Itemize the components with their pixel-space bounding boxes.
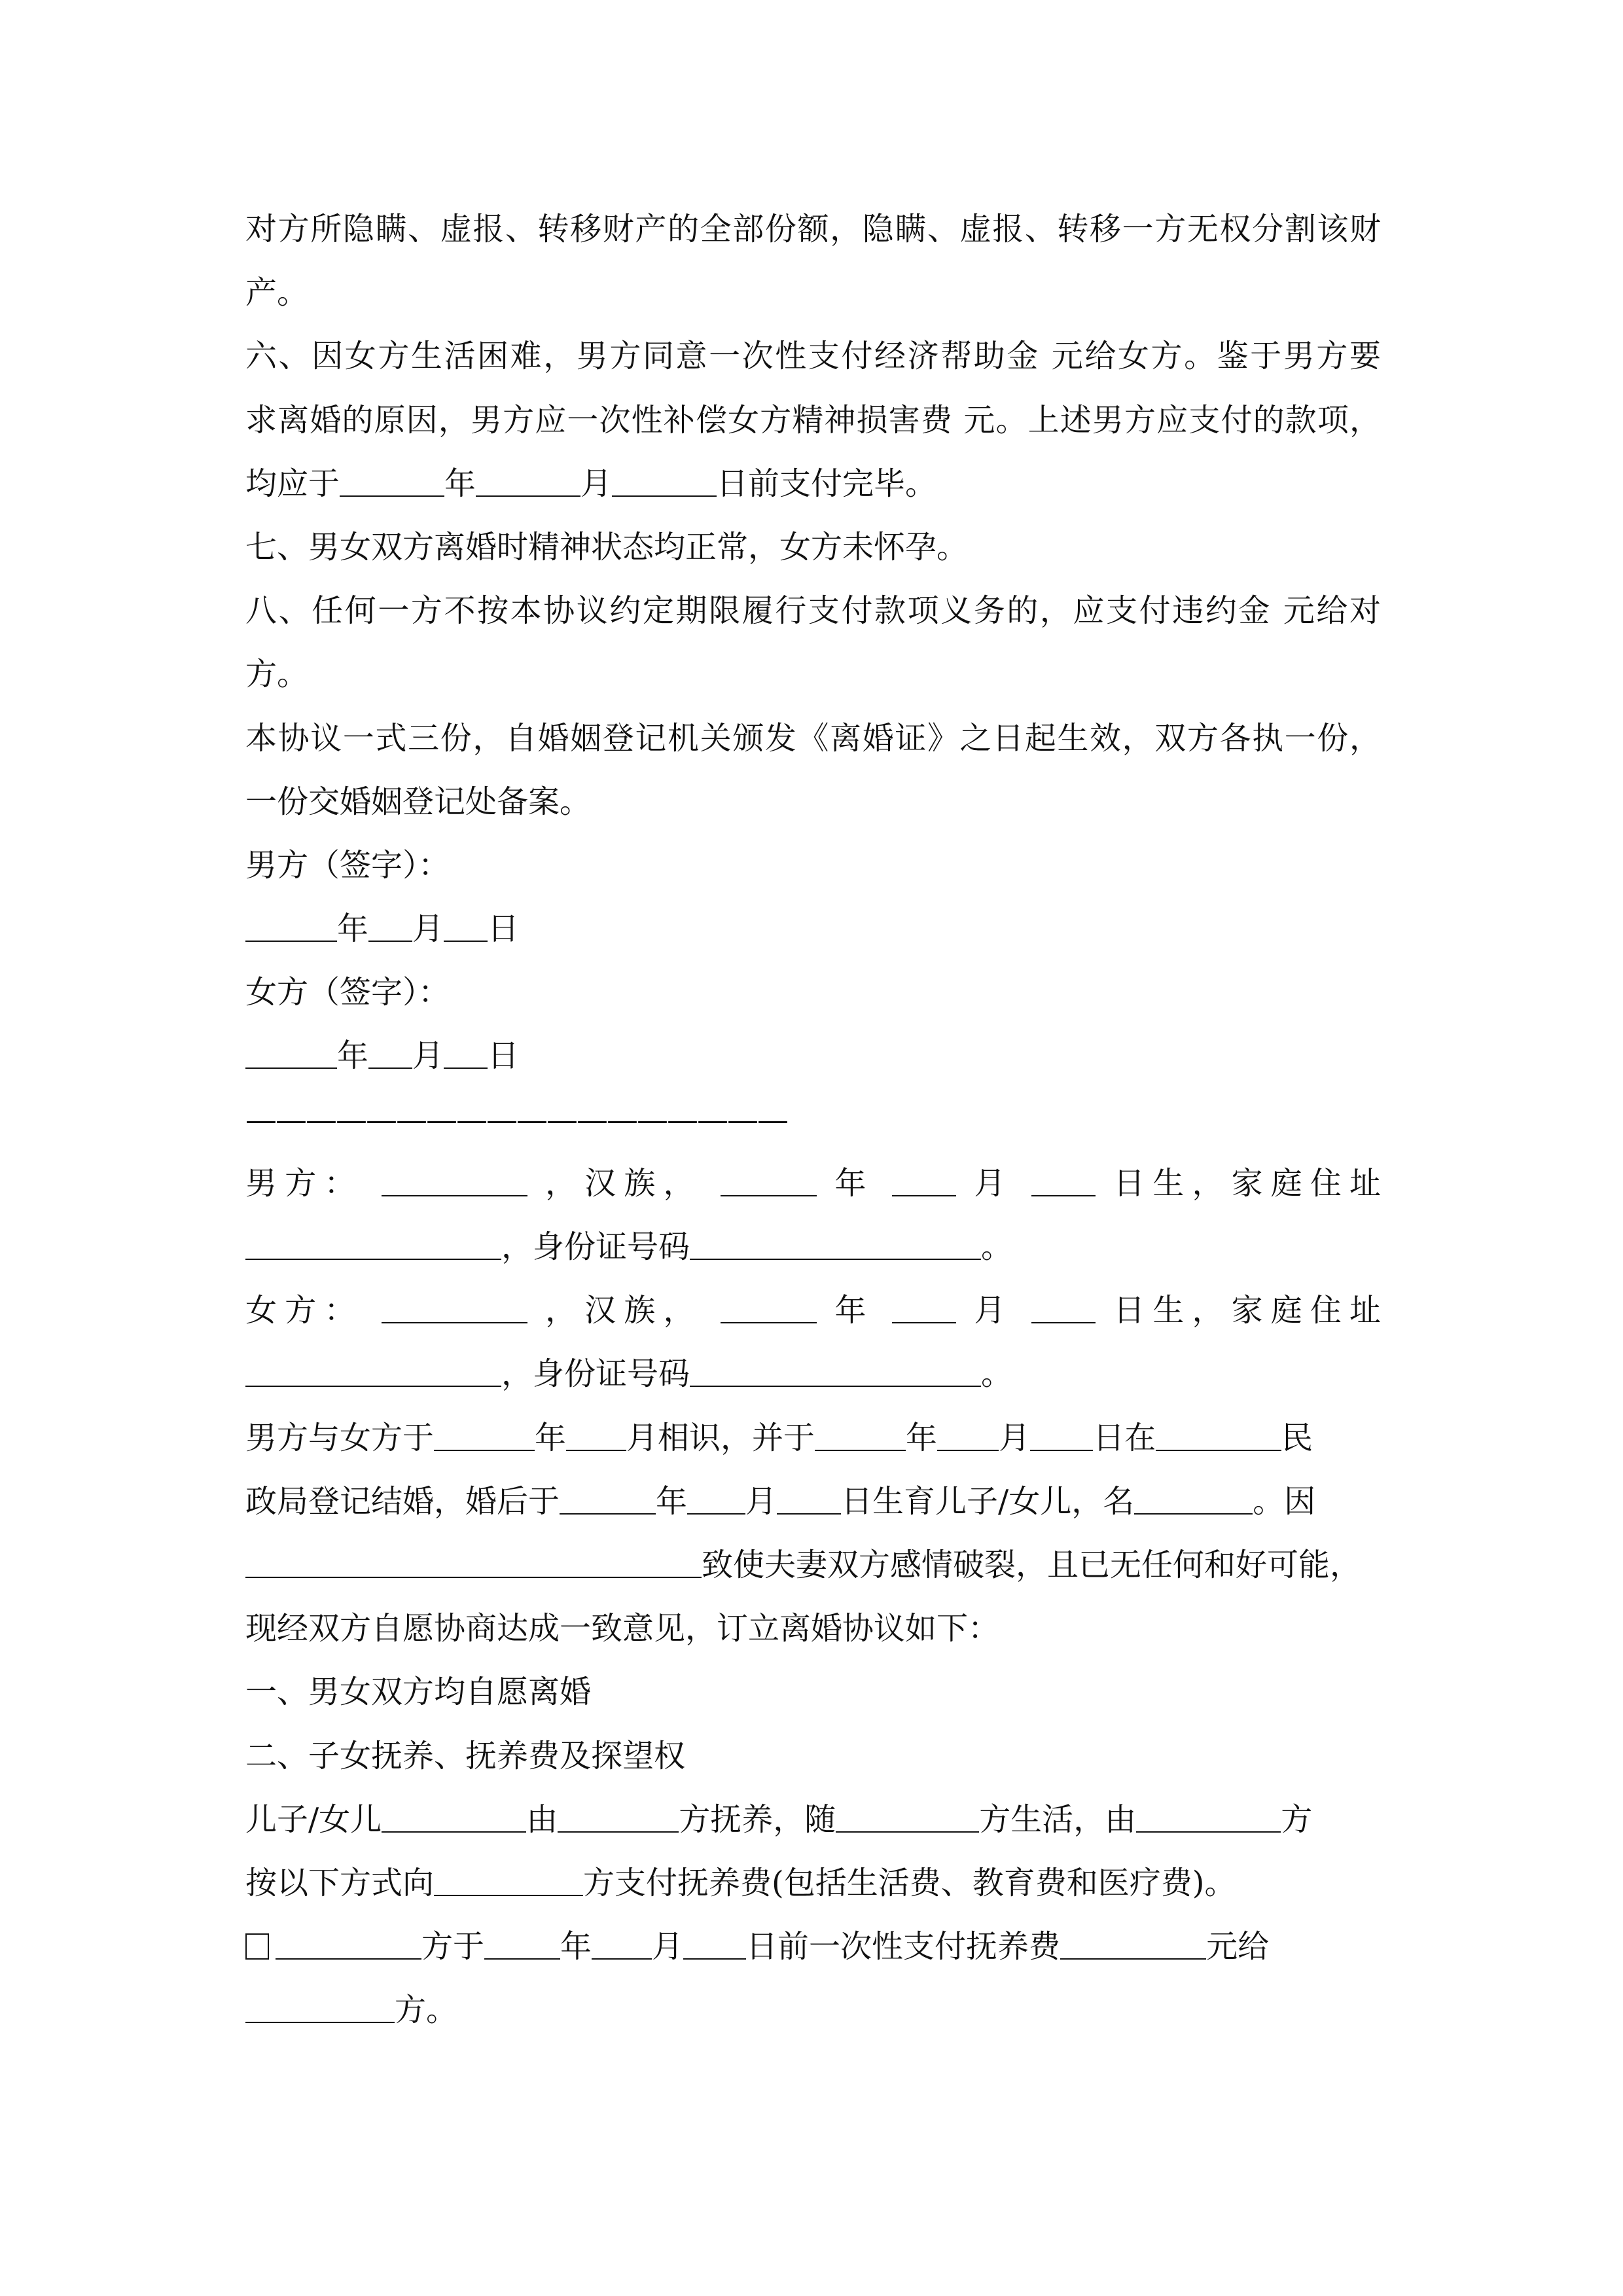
reason-line bbox=[245, 1534, 1381, 1597]
female-signature-date bbox=[245, 1024, 1381, 1088]
amount-blank[interactable] bbox=[1060, 1932, 1206, 1960]
year-blank[interactable] bbox=[245, 914, 337, 942]
text: 方。 bbox=[395, 1992, 458, 2029]
text: 均应于 bbox=[245, 465, 340, 502]
child-name-blank[interactable] bbox=[1134, 1487, 1253, 1515]
day-blank[interactable] bbox=[777, 1487, 841, 1515]
text: 日 bbox=[488, 910, 520, 948]
divider: —————————————————— bbox=[245, 1101, 787, 1138]
text: 日前一次性支付抚养费 bbox=[746, 1928, 1061, 1965]
text: 由 bbox=[526, 1801, 558, 1838]
day-blank[interactable] bbox=[683, 1932, 746, 1960]
support-payment-line bbox=[245, 1852, 1381, 1915]
text: 。 bbox=[981, 1355, 1013, 1393]
text: 儿子/女儿 bbox=[245, 1801, 382, 1838]
party-blank[interactable] bbox=[558, 1805, 679, 1833]
female-id-line bbox=[245, 1342, 1381, 1406]
text: 年 bbox=[834, 1164, 874, 1202]
month-blank[interactable] bbox=[892, 1296, 956, 1323]
text: 年 bbox=[337, 910, 369, 948]
day-blank[interactable] bbox=[1031, 1296, 1096, 1323]
day-blank[interactable] bbox=[444, 914, 488, 942]
month-blank[interactable] bbox=[687, 1487, 745, 1515]
year-blank[interactable] bbox=[484, 1932, 560, 1960]
name-blank[interactable] bbox=[382, 1169, 527, 1196]
text: ，身份证号码 bbox=[501, 1355, 690, 1393]
text: 月 bbox=[652, 1928, 684, 1965]
marriage-line bbox=[245, 1407, 1381, 1470]
text: 月 bbox=[580, 465, 613, 502]
bureau-blank[interactable] bbox=[1156, 1424, 1281, 1451]
text-line: 对方所隐瞒、虚报、转移财产的全部份额，隐瞒、虚报、转移一方无权分割该财 bbox=[245, 211, 1381, 247]
text: 年 bbox=[560, 1928, 592, 1965]
text: 月 bbox=[974, 1292, 1014, 1329]
female-signature-label: 女方（签字）： bbox=[245, 974, 450, 1011]
text: 月 bbox=[745, 1482, 777, 1520]
month-blank[interactable] bbox=[476, 469, 580, 497]
text: 月 bbox=[999, 1419, 1031, 1456]
party-blank[interactable] bbox=[836, 1805, 979, 1833]
text: 方支付抚养费(包括生活费、教育费和医疗费)。 bbox=[583, 1864, 1236, 1901]
text: 方生活，由 bbox=[979, 1801, 1137, 1838]
day-blank[interactable] bbox=[1031, 1169, 1096, 1196]
year-blank[interactable] bbox=[721, 1296, 817, 1323]
text: 方于 bbox=[421, 1928, 485, 1965]
clause-7-line: 七、男女双方离婚时精神状态均正常，女方未怀孕。 bbox=[245, 528, 969, 565]
clause-1-heading: 一、男女双方均自愿离婚 bbox=[245, 1674, 592, 1711]
text: 年 bbox=[337, 1037, 369, 1075]
text: 年 bbox=[444, 465, 476, 502]
text: 政局登记结婚，婚后于 bbox=[245, 1482, 560, 1520]
text: 日在 bbox=[1093, 1419, 1156, 1456]
text: 致使夫妻双方感情破裂，且已无任何和好可能， bbox=[702, 1546, 1362, 1583]
address-blank[interactable] bbox=[245, 1359, 501, 1387]
male-info-line bbox=[245, 1152, 1381, 1215]
year-blank[interactable] bbox=[434, 1424, 535, 1451]
clause-6-line: 六、因女方生活困难，男方同意一次性支付经济帮助金 元给女方。鉴于男方要 bbox=[245, 338, 1381, 375]
month-blank[interactable] bbox=[892, 1169, 956, 1196]
text: 日 bbox=[488, 1037, 520, 1075]
text: 民 bbox=[1281, 1419, 1313, 1456]
party-blank[interactable] bbox=[276, 1932, 421, 1960]
reason-blank[interactable] bbox=[245, 1551, 702, 1578]
text-line: 产。 bbox=[245, 274, 309, 312]
clause-2-heading: 二、子女抚养、抚养费及探望权 bbox=[245, 1737, 686, 1774]
year-blank[interactable] bbox=[245, 1041, 337, 1069]
text-line: 一份交婚姻登记处备案。 bbox=[245, 783, 592, 820]
recipient-line bbox=[245, 1979, 1381, 2042]
lump-sum-option-line bbox=[245, 1915, 1381, 1979]
text: ，汉族， bbox=[545, 1164, 703, 1202]
text: 年 bbox=[906, 1419, 938, 1456]
year-blank[interactable] bbox=[340, 469, 444, 497]
child-blank[interactable] bbox=[382, 1805, 526, 1833]
text: 月相识，并于 bbox=[626, 1419, 815, 1456]
month-blank[interactable] bbox=[592, 1932, 652, 1960]
day-blank[interactable] bbox=[612, 469, 717, 497]
text: 元给 bbox=[1206, 1928, 1270, 1965]
checkbox[interactable] bbox=[245, 1933, 269, 1960]
year-blank[interactable] bbox=[815, 1424, 906, 1451]
text: 男方： bbox=[245, 1164, 364, 1202]
text-line: 现经双方自愿协商达成一致意见，订立离婚协议如下： bbox=[245, 1610, 1000, 1647]
text: 女方： bbox=[245, 1292, 364, 1329]
text: 按以下方式向 bbox=[245, 1864, 435, 1901]
payment-deadline-line bbox=[245, 452, 1381, 516]
text-line: 方。 bbox=[245, 656, 309, 693]
text: 男方与女方于 bbox=[245, 1419, 435, 1456]
text: 日生，家庭住址 bbox=[1113, 1164, 1381, 1202]
female-info-line bbox=[245, 1279, 1381, 1342]
text: 月 bbox=[412, 910, 444, 948]
month-blank[interactable] bbox=[566, 1424, 626, 1451]
text: 方 bbox=[1281, 1801, 1313, 1838]
text: 。 bbox=[981, 1229, 1013, 1265]
male-signature-date bbox=[245, 897, 1381, 961]
child-birth-line bbox=[245, 1470, 1381, 1534]
custody-line bbox=[245, 1788, 1381, 1852]
text: ，汉族， bbox=[545, 1292, 703, 1329]
clause-8-line: 八、任何一方不按本协议约定期限履行支付款项义务的，应支付违约金 元给对 bbox=[245, 592, 1381, 630]
male-id-line bbox=[245, 1215, 1381, 1279]
address-blank[interactable] bbox=[245, 1232, 501, 1260]
text: 月 bbox=[412, 1037, 444, 1075]
text-line: 本协议一式三份，自婚姻登记机关颁发《离婚证》之日起生效，双方各执一份， bbox=[245, 719, 1381, 757]
month-blank[interactable] bbox=[937, 1424, 999, 1451]
agreement-body bbox=[245, 198, 1381, 2042]
text: 日前支付完毕。 bbox=[717, 465, 937, 502]
text: 年 bbox=[535, 1419, 567, 1456]
name-blank[interactable] bbox=[382, 1296, 527, 1323]
text: 日生育儿子/女儿，名 bbox=[841, 1482, 1135, 1520]
text: 方抚养，随 bbox=[679, 1801, 836, 1838]
text: 年 bbox=[834, 1292, 874, 1329]
text: 月 bbox=[974, 1164, 1014, 1202]
year-blank[interactable] bbox=[560, 1487, 656, 1515]
text-line: 求离婚的原因，男方应一次性补偿女方精神损害费 元。上述男方应支付的款项， bbox=[245, 401, 1381, 439]
text: 。因 bbox=[1253, 1482, 1316, 1520]
text: 日生，家庭住址 bbox=[1113, 1292, 1381, 1329]
id-number-blank[interactable] bbox=[690, 1359, 981, 1387]
party-blank[interactable] bbox=[1136, 1805, 1281, 1833]
month-blank[interactable] bbox=[368, 914, 412, 942]
id-number-blank[interactable] bbox=[690, 1232, 981, 1260]
text: 年 bbox=[656, 1482, 688, 1520]
year-blank[interactable] bbox=[721, 1169, 817, 1196]
party-blank[interactable] bbox=[434, 1869, 583, 1896]
text: ，身份证号码 bbox=[501, 1229, 690, 1265]
day-blank[interactable] bbox=[444, 1041, 488, 1069]
day-blank[interactable] bbox=[1030, 1424, 1093, 1451]
male-signature-label: 男方（签字）： bbox=[245, 846, 450, 884]
party-blank[interactable] bbox=[245, 1996, 395, 2023]
month-blank[interactable] bbox=[368, 1041, 412, 1069]
